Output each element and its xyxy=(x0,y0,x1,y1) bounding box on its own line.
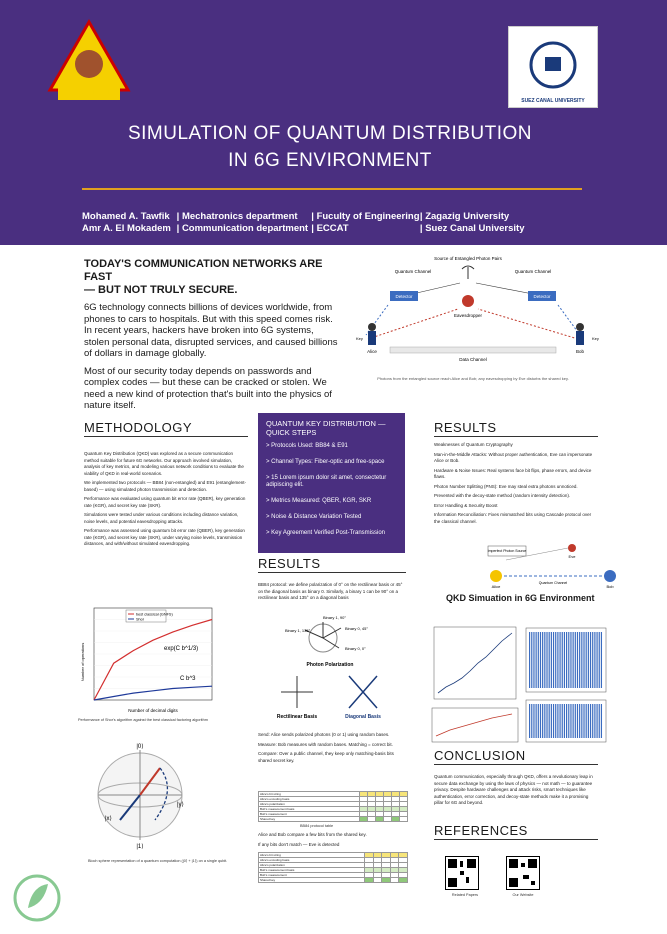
data-channel-label: Data Channel xyxy=(459,357,487,362)
svg-text:|0⟩: |0⟩ xyxy=(136,744,144,750)
bit-bar xyxy=(564,632,565,688)
conclusion-heading: CONCLUSION xyxy=(434,748,526,763)
table1-caption: BB84 protocol table xyxy=(300,824,334,828)
bit-bar xyxy=(601,632,602,688)
bit-bar xyxy=(559,632,560,688)
qkd-step: > Noise & Distance Variation Tested xyxy=(266,514,362,520)
bit-bar xyxy=(588,704,589,738)
intro-paragraph: 6G technology connects billions of devices worldwide, from phones to cars to hospitals. But with this speed comes risk. In recent years, hackers have broken into 6G systems, stolen personal data, disrupted services, and caused billions of dollars in damage globally. xyxy=(84,302,338,359)
bit-bar xyxy=(573,704,574,738)
qkd-step: > Key Agreement Verified Post-Transmission xyxy=(266,530,385,536)
photon-polarization-diagram xyxy=(275,614,395,724)
bit-bar xyxy=(540,704,541,738)
conclusion-text: Quantum communication, especially through QKD, offers a revolutionary leap in secure data exchange by using the laws of physics — not math — to guarantee privacy. Despite hardware challenges and attack risks, smart techniques like authentication, error correction, and decoy-state methods make it a promising pillar for 6G and beyond. xyxy=(434,774,593,805)
poster-header xyxy=(0,0,667,245)
bit-bar xyxy=(546,704,547,738)
key-label-right: Key xyxy=(592,336,599,341)
key-label-left: Key xyxy=(356,336,363,341)
bit-bar xyxy=(568,704,569,738)
chart-xlabel: Number of decimal digits xyxy=(128,708,178,713)
pns-attack-diagram xyxy=(488,540,618,590)
bit-bar xyxy=(594,632,595,688)
poster-title: SIMULATION OF QUANTUM DISTRIBUTION IN 6G ENVIRONMENT xyxy=(127,123,533,171)
bb84-text: BB84 protocol: we define polarization of 0° on the rectilinear basis or 45° on the diagonal basis as binary 0. Similarly, a binary 1 can be 90° on a rectilinear basis and 135° on a diagonal basis xyxy=(258,582,403,600)
bit-bar xyxy=(536,704,537,738)
methodology-rule xyxy=(84,436,248,437)
chart-caption: Performance of Shor's algorithm against the best classical factoring algorithm xyxy=(78,718,208,722)
bit-bar xyxy=(568,632,569,688)
shor-vs-classical-chart xyxy=(78,602,218,717)
bit-bar xyxy=(542,704,543,738)
bit-bar xyxy=(557,632,558,688)
bit-bar xyxy=(596,632,597,688)
results-rule-right xyxy=(434,436,598,437)
bit-bar xyxy=(577,632,578,688)
bit-bar xyxy=(599,632,600,688)
svg-text:Detector: Detector xyxy=(395,294,413,299)
qr-code-website[interactable] xyxy=(506,856,540,890)
qber-plot-2 xyxy=(430,706,520,744)
title-divider xyxy=(82,188,582,190)
bit-bar xyxy=(562,632,563,688)
eavesdropper-label: Eavesdropper xyxy=(453,313,483,318)
author-row: Mohamed A. Tawfik | Mechatronics department | Fuculty of Engineering | Zagazig University xyxy=(82,211,510,222)
bit-bar xyxy=(581,704,582,738)
bit-bar xyxy=(546,632,547,688)
intro-heading: TODAY'S COMMUNICATION NETWORKS ARE FAST — BUT NOT TRULY SECURE. xyxy=(84,258,323,296)
bit-sequence-plot-2 xyxy=(526,700,606,742)
diagonal-basis-label: Diagonal Basis xyxy=(345,714,381,720)
bit-bar xyxy=(590,632,591,688)
bb84-table-2: Alice's bit string Alice's encoding basis Alice's polarization Bob's measurement basis Bob's measurement Shared key xyxy=(258,852,408,883)
bit-bar xyxy=(601,704,602,738)
bit-bar xyxy=(575,632,576,688)
bit-bar xyxy=(536,632,537,688)
bit-bar xyxy=(549,632,550,688)
author-block xyxy=(82,211,524,235)
legend-shor: Shor xyxy=(136,617,145,622)
results-heading-middle: RESULTS xyxy=(258,556,321,571)
methodology-heading: METHODOLOGY xyxy=(84,420,193,435)
bit-bar xyxy=(533,632,534,688)
qkd-step: > Protocols Used: BB84 & E91 xyxy=(266,443,348,449)
bit-bar xyxy=(596,704,597,738)
bit-bar xyxy=(570,704,571,738)
alice-label: Alice xyxy=(491,584,501,589)
protocol-steps-text: Send: Alice sends polarized photons (0 or 1) using random bases. Measure: Bob measures with random bases. Matching = correct bit. Compare: Over a public channel, they keep only matching-basis bits shared secret key. xyxy=(258,732,394,763)
bit-bar xyxy=(555,704,556,738)
author-row: Amr A. El Mokadem | Communication department | ECCAT | Suez Canal University xyxy=(82,223,525,234)
bob-label: Bob xyxy=(575,349,585,354)
bob-icon xyxy=(576,323,584,331)
bit-bar xyxy=(594,704,595,738)
results-rule-middle xyxy=(258,572,406,573)
svg-text:|x⟩: |x⟩ xyxy=(105,816,112,822)
references-heading: REFERENCES xyxy=(434,823,528,838)
eavesdropper-icon xyxy=(462,295,474,307)
bit-bar xyxy=(592,632,593,688)
svg-text:|y⟩: |y⟩ xyxy=(177,802,184,808)
bit-bar xyxy=(583,632,584,688)
bit-bar xyxy=(592,704,593,738)
bit-bar xyxy=(544,632,545,688)
methodology-text: Quantum Key Distribution (QKD) was explored as a secure communication method suitable for future 6G networks. Our approach involved simulation, analysis of key metrics, and modeling various network conditions to evaluate the viability of QKD in real-world scenarios. We implemented two protocols — BB84 (non-entangled) and E91 (entanglement-based) — using simulated photon transmission and detection. Performance was evaluated using quantum bit error rate (QBER), key generation rate (KGR), and secret key rate (SKR). Simulations were tested under various conditions including distance variation, noise levels, and potential eavesdropping attacks. Performance was assessed using quantum bit error rate (QBER), key generation rate (KGR), and secret key rate (SKR), under varying noise levels, transmission distances, and with/without simulated eavesdropping. xyxy=(84,451,247,546)
qr2-label: Our Website xyxy=(512,893,534,897)
qber-plot xyxy=(430,623,520,703)
intro-section xyxy=(84,258,340,418)
bit-bar xyxy=(570,632,571,688)
eve-label: Eve xyxy=(568,554,576,559)
conclusion-rule xyxy=(434,764,598,765)
bit-bar xyxy=(555,632,556,688)
bit-bar xyxy=(531,632,532,688)
chart-ylabel: Number of operations xyxy=(80,642,85,682)
bit-bar xyxy=(531,704,532,738)
bit-bar xyxy=(564,704,565,738)
qr1-label: Related Papers xyxy=(451,893,479,897)
quantum-channel-right: Quantum Channel xyxy=(514,269,552,274)
alice-label: Alice xyxy=(367,349,377,354)
bit-bar xyxy=(562,704,563,738)
bit-bar xyxy=(590,704,591,738)
bit-sequence-plot-1 xyxy=(526,628,606,692)
bit-bar xyxy=(579,632,580,688)
bob-icon xyxy=(604,570,616,582)
bit-bar xyxy=(566,632,567,688)
bit-bar xyxy=(557,704,558,738)
right-logo-text: SUEZ CANAL UNIVERSITY xyxy=(521,98,585,104)
bit-bar xyxy=(542,632,543,688)
bit-bar xyxy=(551,632,552,688)
qkd-step: > Metrics Measured: QBER, KGR, SKR xyxy=(266,498,372,504)
svg-text:|1⟩: |1⟩ xyxy=(136,844,144,850)
antenna-icon xyxy=(462,266,474,279)
qkd-quick-steps-box xyxy=(258,413,405,553)
binary0-0: Binary 0, 0° xyxy=(345,646,366,651)
series-label-shor: C b^3 xyxy=(180,676,196,682)
svg-text:Detector: Detector xyxy=(533,294,551,299)
legend-classical: best classical (GNFS) xyxy=(136,612,173,617)
bit-bar xyxy=(577,704,578,738)
bit-bar xyxy=(540,632,541,688)
left-logo-text: ZAGAZIG UNIVERSITY xyxy=(62,90,116,96)
qr-code-papers[interactable] xyxy=(445,856,479,890)
bit-bar xyxy=(586,632,587,688)
sphere-caption: Bloch sphere representation of a quantum computation (|0⟩ + |1⟩) on a single qubit. xyxy=(88,859,228,863)
eve-icon xyxy=(568,544,576,552)
bit-bar xyxy=(575,704,576,738)
watermark-leaf-logo xyxy=(10,870,65,930)
quantum-channel-left: Quantum Channel xyxy=(394,269,432,274)
alice-icon xyxy=(368,323,376,331)
qkd-step: > 15 Lorem ipsum dolor sit amet, consectetur adipiscing elit. xyxy=(266,475,387,488)
bit-bar xyxy=(599,704,600,738)
bit-bar xyxy=(573,632,574,688)
rectilinear-basis-label: Rectilinear Basis xyxy=(276,714,318,720)
bit-bar xyxy=(553,632,554,688)
simulation-heading: QKD Simuation in 6G Environment xyxy=(446,593,595,603)
binary1-135: Binary 1, 135° xyxy=(285,628,311,633)
photon-polarization-label: Photon Polarization xyxy=(306,662,354,668)
alice-icon xyxy=(490,570,502,582)
weaknesses-text: Weaknesses of Quantum Cryptography Man-in-the-Middle Attacks: Without proper authentication, Eve can impersonate Alice or Bob. Hardware & Noise Issues: Real systems face bit flips, phase errors, and device flaws. Photon Number Splitting (PNS): Eve may steal extra photons unnoticed. Prevented with the decoy-state method (random intensity detection). Error Handling & Security Boost Information Reconciliation: Fixes mismatched bits using Cascade protocol over the classical channel. xyxy=(434,442,593,524)
bit-bar xyxy=(529,704,530,738)
qkd-network-diagram xyxy=(348,255,598,390)
bob-label: Bob xyxy=(606,584,614,589)
bit-bar xyxy=(538,704,539,738)
suez-canal-university-logo xyxy=(508,26,598,108)
diagram-source-label: Source of Entangled Photon Pairs xyxy=(434,256,502,261)
qkd-steps-heading: QUANTUM KEY DISTRIBUTION — QUICK STEPS xyxy=(266,419,386,437)
bit-bar xyxy=(544,704,545,738)
bit-bar xyxy=(538,632,539,688)
series-label-classical: exp(C b^1/3) xyxy=(164,646,199,652)
bit-bar xyxy=(586,704,587,738)
bb84-table-1: Alice's bit string Alice's encoding basis Alice's polarization Bob's measurement basis Bob's measurement Shared key xyxy=(258,791,408,822)
bit-bar xyxy=(559,704,560,738)
data-channel-bar xyxy=(390,347,556,353)
binary0-45: Binary 0, 45° xyxy=(345,626,368,631)
bit-bar xyxy=(549,704,550,738)
bit-bar xyxy=(551,704,552,738)
bit-bar xyxy=(566,704,567,738)
channel-label: Quantum Channel xyxy=(538,581,568,585)
bit-bar xyxy=(581,632,582,688)
qkd-step: > Channel Types: Fiber-optic and free-space xyxy=(266,459,385,465)
bit-bar xyxy=(588,632,589,688)
results-heading-right: RESULTS xyxy=(434,420,497,435)
intro-paragraph: Most of our security today depends on passwords and complex codes — but these can be cracked or stolen. We need a new kind of protection that's built into the physics of nature itself. xyxy=(84,365,332,411)
bit-bar xyxy=(579,704,580,738)
bit-bar xyxy=(553,704,554,738)
eve-detection-text: Alice and Bob compare a few bits from the shared key. If any bits don't match — Eve is detected xyxy=(258,832,367,847)
bit-bar xyxy=(529,632,530,688)
bit-bar xyxy=(583,704,584,738)
source-label: Imperfect Photon Source xyxy=(487,549,527,553)
bit-bar xyxy=(533,704,534,738)
diagram-caption: Photons from the entangled source reach Alice and Bob; any eavesdropping by Eve disturbs the shared key. xyxy=(377,376,569,381)
references-rule xyxy=(434,839,598,840)
binary1-90: Binary 1, 90° xyxy=(323,615,346,620)
bloch-sphere xyxy=(85,740,195,850)
